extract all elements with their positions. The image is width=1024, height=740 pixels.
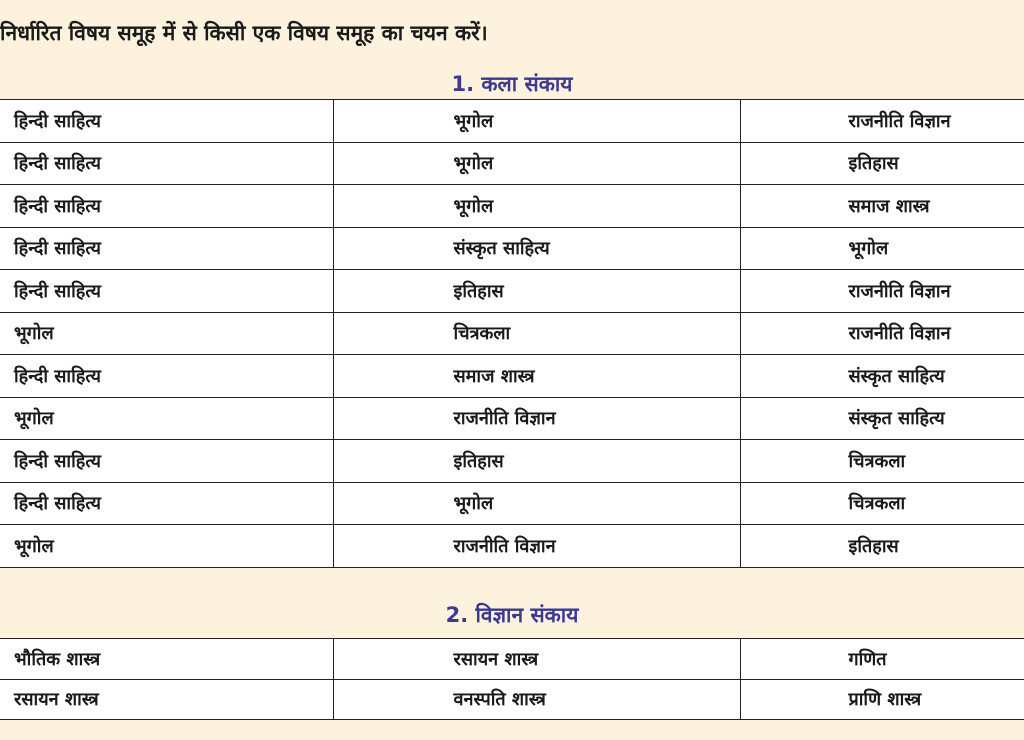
subject-cell: राजनीति विज्ञान bbox=[740, 270, 1024, 313]
subject-cell: हिन्दी साहित्य bbox=[0, 100, 333, 143]
subject-cell: चित्रकला bbox=[740, 482, 1024, 525]
subject-cell: भौतिक शास्त्र bbox=[0, 639, 333, 680]
table-row bbox=[0, 270, 1024, 313]
arts-subject-table bbox=[0, 99, 1024, 568]
subject-cell: इतिहास bbox=[740, 142, 1024, 185]
subject-cell: भूगोल bbox=[333, 482, 740, 525]
subject-cell: राजनीति विज्ञान bbox=[740, 100, 1024, 143]
science-subject-table bbox=[0, 638, 1024, 720]
subject-cell: इतिहास bbox=[333, 440, 740, 483]
table-row bbox=[0, 482, 1024, 525]
subject-cell: इतिहास bbox=[740, 525, 1024, 568]
table-row bbox=[0, 397, 1024, 440]
subject-cell: प्राणि शास्त्र bbox=[740, 679, 1024, 720]
section-title-arts: 1. कला संकाय bbox=[451, 72, 573, 96]
table-row bbox=[0, 525, 1024, 568]
table-row bbox=[0, 227, 1024, 270]
subject-cell: इतिहास bbox=[333, 270, 740, 313]
subject-cell: हिन्दी साहित्य bbox=[0, 355, 333, 398]
subject-cell: भूगोल bbox=[740, 227, 1024, 270]
subject-cell: वनस्पति शास्त्र bbox=[333, 679, 740, 720]
subject-cell: समाज शास्त्र bbox=[333, 355, 740, 398]
subject-cell: चित्रकला bbox=[333, 312, 740, 355]
subject-cell: गणित bbox=[740, 639, 1024, 680]
instruction-text: निर्धारित विषय समूह में से किसी एक विषय समूह का चयन करें। bbox=[0, 21, 488, 45]
subject-cell: भूगोल bbox=[333, 185, 740, 228]
subject-cell: राजनीति विज्ञान bbox=[333, 525, 740, 568]
subject-cell: रसायन शास्त्र bbox=[333, 639, 740, 680]
subject-cell: हिन्दी साहित्य bbox=[0, 482, 333, 525]
subject-cell: राजनीति विज्ञान bbox=[333, 397, 740, 440]
subject-cell: चित्रकला bbox=[740, 440, 1024, 483]
subject-cell: भूगोल bbox=[333, 100, 740, 143]
table-row bbox=[0, 440, 1024, 483]
subject-cell: भूगोल bbox=[0, 525, 333, 568]
subject-cell: हिन्दी साहित्य bbox=[0, 142, 333, 185]
subject-cell: हिन्दी साहित्य bbox=[0, 270, 333, 313]
subject-cell: हिन्दी साहित्य bbox=[0, 185, 333, 228]
table-row bbox=[0, 142, 1024, 185]
table-row bbox=[0, 312, 1024, 355]
subject-cell: संस्कृत साहित्य bbox=[740, 355, 1024, 398]
subject-cell: संस्कृत साहित्य bbox=[333, 227, 740, 270]
table-row bbox=[0, 185, 1024, 228]
subject-cell: भूगोल bbox=[0, 397, 333, 440]
table-row bbox=[0, 355, 1024, 398]
table-row bbox=[0, 100, 1024, 143]
section-title-science: 2. विज्ञान संकाय bbox=[445, 603, 579, 627]
subject-cell: हिन्दी साहित्य bbox=[0, 227, 333, 270]
table-row bbox=[0, 639, 1024, 680]
subject-cell: भूगोल bbox=[0, 312, 333, 355]
subject-cell: भूगोल bbox=[333, 142, 740, 185]
subject-cell: राजनीति विज्ञान bbox=[740, 312, 1024, 355]
subject-cell: संस्कृत साहित्य bbox=[740, 397, 1024, 440]
subject-cell: समाज शास्त्र bbox=[740, 185, 1024, 228]
table-row bbox=[0, 679, 1024, 720]
subject-cell: रसायन शास्त्र bbox=[0, 679, 333, 720]
subject-cell: हिन्दी साहित्य bbox=[0, 440, 333, 483]
